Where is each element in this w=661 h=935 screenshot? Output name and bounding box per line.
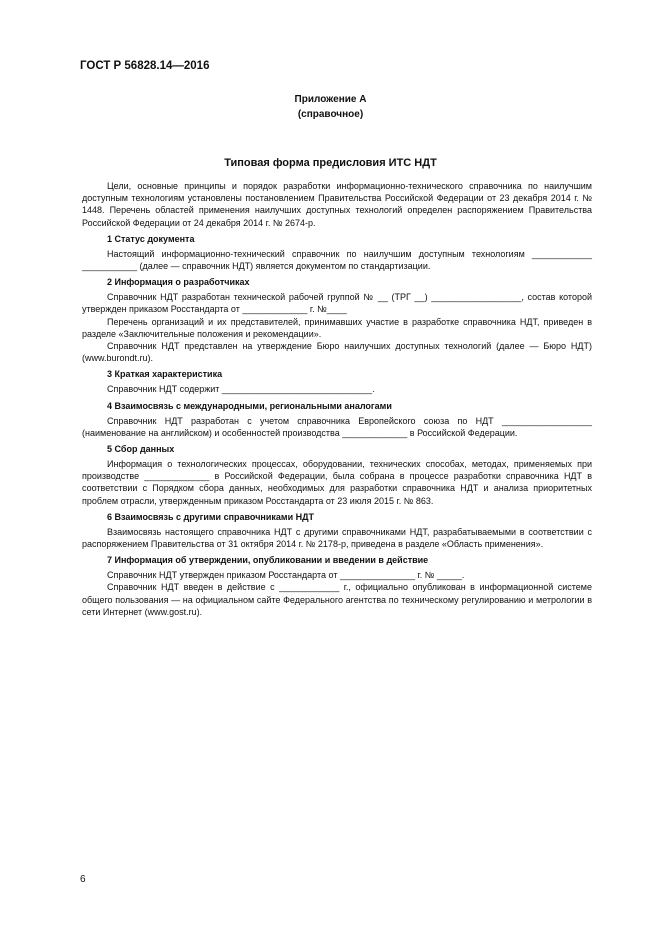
section-paragraph: Справочник НДТ представлен на утверждение Бюро наилучших доступных технологий (далее — Бюро НДТ) (www.burondt.ru). xyxy=(82,341,592,364)
appendix-type: (справочное) xyxy=(297,109,364,120)
intro-paragraph: Цели, основные принципы и порядок разработки информационно-технического справочника по наилучшим доступным технологиям установлены постановлением Правительства Российской Федерации от 23 декабря 2014 г. № 1448. Перечень областей применения наилучших доступных технологий определен распоряжением Правительства Российской Федерации от 24 декабря 2014 г. № 2674-р. xyxy=(82,181,592,228)
section-paragraph: Справочник НДТ содержит ______________________________. xyxy=(107,384,375,395)
section-approval xyxy=(82,554,592,618)
appendix-header xyxy=(80,92,581,122)
section-status xyxy=(82,233,592,272)
document-body xyxy=(82,180,592,618)
section-paragraph: Справочник НДТ введен в действие с ____________ г., официально опубликован в информационной системе общего пользования — на официальном сайте Федерального агентства по техническому регулированию и метрологии в сети Интернет (www.gost.ru). xyxy=(82,582,592,617)
section-heading: 4 Взаимосвязь с международными, региональными аналогами xyxy=(107,400,392,411)
section-heading: 1 Статус документа xyxy=(107,233,195,244)
appendix-title: Приложение А xyxy=(294,94,367,105)
section-relations xyxy=(82,511,592,550)
section-heading: 7 Информация об утверждении, опубликовании и введении в действие xyxy=(107,555,429,566)
section-summary xyxy=(82,368,592,395)
section-paragraph: Настоящий информационно-технический справочник по наилучшим доступным технологиям ____________ ___________ (далее — справочник НДТ) является документом по стандартизации. xyxy=(82,248,592,272)
section-data-collection xyxy=(82,443,592,507)
section-heading: 5 Сбор данных xyxy=(107,444,175,455)
section-paragraph: Справочник НДТ утвержден приказом Росстандарта от _______________ г. № _____. xyxy=(107,570,465,581)
section-paragraph: Справочник НДТ разработан с учетом справочника Европейского союза по НДТ __________________ (наименование на английском) и особенностей производства _____________ в Российской Федерации. xyxy=(82,415,592,438)
page-number: 6 xyxy=(80,874,86,885)
section-heading: 2 Информация о разработчиках xyxy=(107,277,250,288)
section-developers xyxy=(82,276,592,364)
document-title: Типовая форма предисловия ИТС НДТ xyxy=(224,157,437,169)
section-paragraph: Перечень организаций и их представителей, принимавших участие в разработке справочника НДТ, приведен в разделе «Заключительные положения и рекомендации». xyxy=(82,316,592,339)
section-paragraph: Информация о технологических процессах, оборудовании, технических способах, методах, применяемых при производстве _____________ в Российской Федерации, была собрана в процессе разработки справочника НДТ в соответствии с Порядком сбора данных, необходимых для разработки справочника НДТ и анализа приоритетных проблем отрасли, утвержденным приказом Росстандарта от 23 июля 2015 г. № 863. xyxy=(82,459,592,506)
document-code: ГОСТ Р 56828.14—2016 xyxy=(80,60,210,72)
section-heading: 3 Краткая характеристика xyxy=(107,369,223,380)
section-international xyxy=(82,400,592,439)
section-paragraph: Взаимосвязь настоящего справочника НДТ с другими справочниками НДТ, разрабатываемыми в соответствии с распоряжением Правительства от 31 октября 2014 г. № 2178-р, приведена в разделе «Область применения». xyxy=(82,526,592,550)
section-heading: 6 Взаимосвязь с другими справочниками НДТ xyxy=(107,511,315,522)
section-paragraph: Справочник НДТ разработан технической рабочей группой № __ (ТРГ __) __________________, состав которой утвержден приказом Росстандарта от _____________ г. №____ xyxy=(82,292,592,315)
